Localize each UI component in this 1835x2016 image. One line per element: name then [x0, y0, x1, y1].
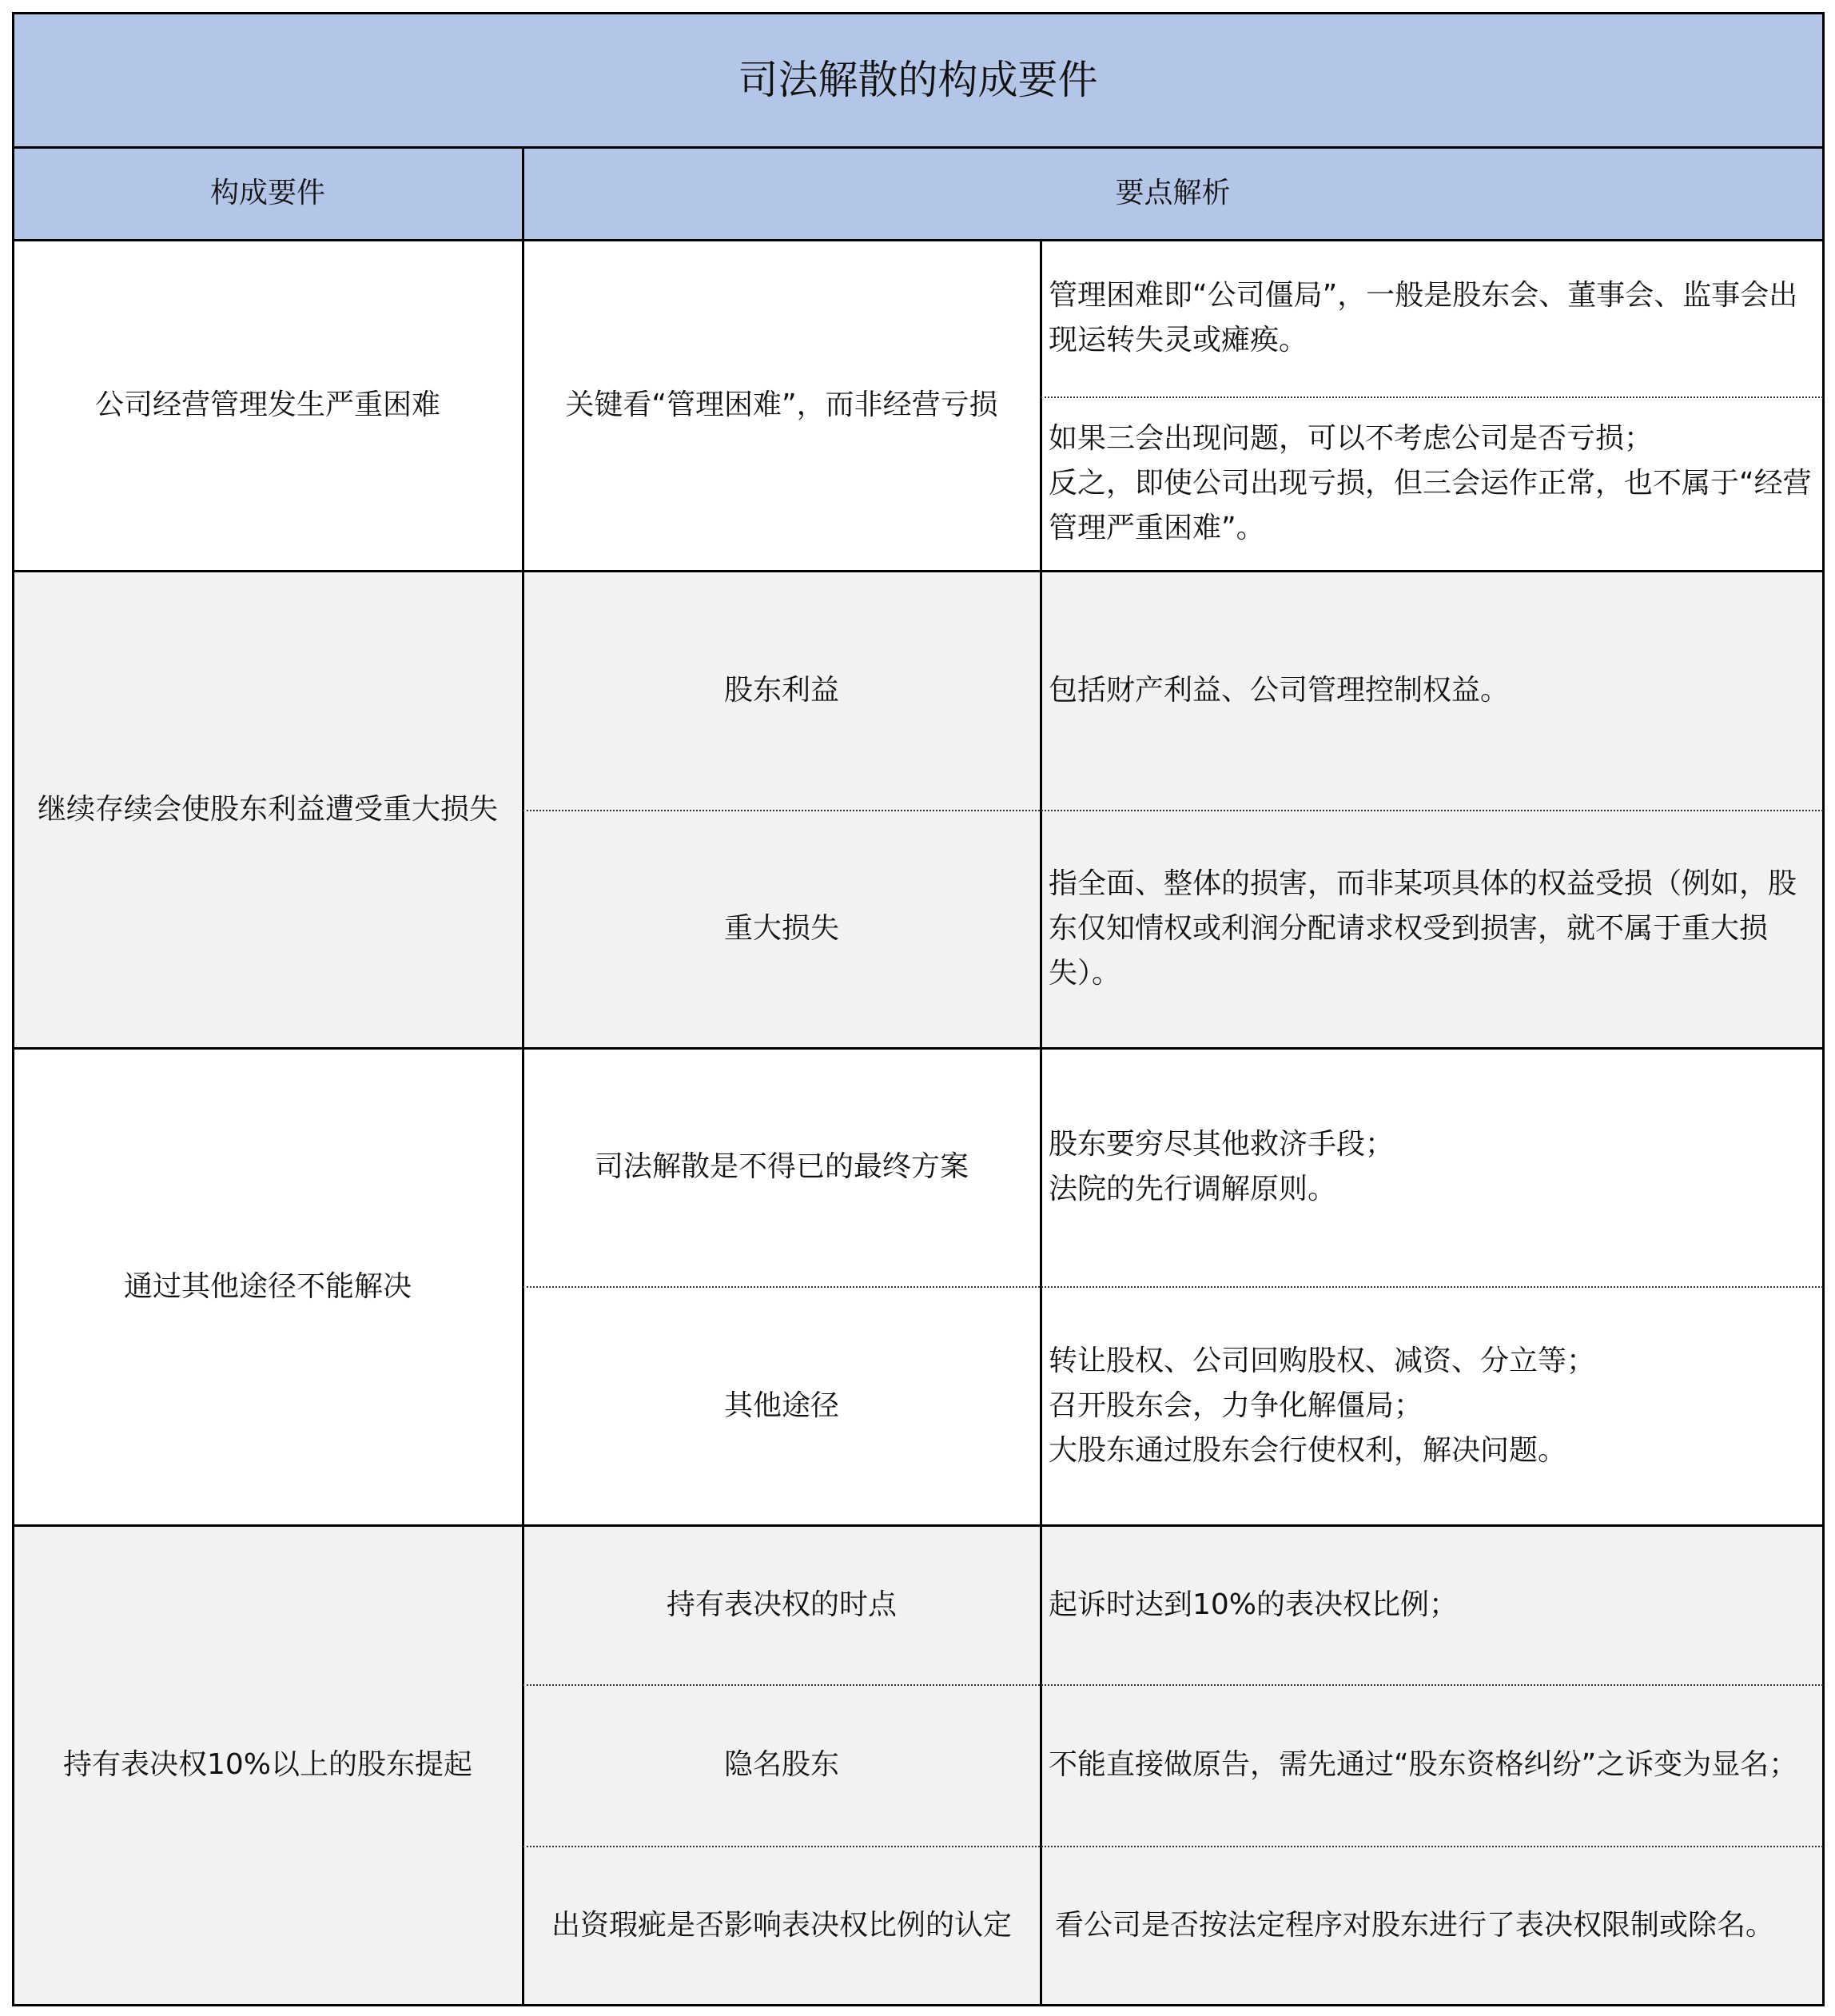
cell-text: 管理困难即“公司僵局”，一般是股东会、董事会、监事会出现运转失灵或瘫痪。: [1049, 279, 1798, 357]
table-cell-detail: [1041, 1684, 1823, 1846]
dotted-divider: [523, 810, 1823, 811]
table-row-requirement: [13, 1048, 523, 1525]
cell-text: 看公司是否按法定程序对股东进行了表决权限制或除名。: [1055, 1908, 1775, 1942]
cell-text: 起诉时达到10%的表决权比例；: [1049, 1588, 1459, 1621]
border: [522, 146, 524, 2006]
table-row-requirement: [13, 1525, 523, 2005]
border: [12, 12, 14, 2006]
header-analysis: [523, 147, 1823, 240]
dotted-divider: [1041, 396, 1823, 398]
table-row-requirement: [13, 240, 523, 571]
cell-text: 隐名股东: [723, 1748, 839, 1781]
table-cell-key: [523, 1525, 1041, 1684]
cell-text: 转让股权、公司回购股权、减资、分立等； 召开股东会，力争化解僵局； 大股东通过股东会行使权利，解决问题。: [1049, 1344, 1596, 1467]
cell-text: 出资瑕疵是否影响表决权比例的认定: [551, 1908, 1012, 1942]
title-text: 司法解散的构成要件: [738, 57, 1098, 103]
table-row-requirement: [13, 571, 523, 1048]
table-cell-key: [523, 571, 1041, 810]
border: [12, 146, 1825, 149]
cell-text: 股东要穷尽其他救济手段； 法院的先行调解原则。: [1049, 1128, 1395, 1205]
table-title: [13, 13, 1823, 147]
cell-text: 股东利益: [723, 673, 839, 707]
table-cell-detail: [1041, 1048, 1823, 1286]
border: [12, 1047, 1825, 1050]
cell-text: 司法解散是不得已的最终方案: [594, 1150, 969, 1183]
dotted-divider: [523, 1846, 1823, 1847]
cell-text: 继续存续会使股东利益遭受重大损失: [37, 792, 498, 826]
border: [12, 12, 1825, 14]
table-cell-key: [523, 1048, 1041, 1286]
dotted-divider: [523, 1286, 1823, 1288]
table-cell-detail: [1041, 1525, 1823, 1684]
cell-text: 包括财产利益、公司管理控制权益。: [1049, 673, 1510, 707]
table-cell-detail: [1041, 810, 1823, 1048]
border: [12, 1524, 1825, 1527]
table-cell-detail: [1041, 1846, 1823, 2005]
cell-text: 持有表决权10%以上的股东提起: [62, 1748, 473, 1781]
cell-text: 公司经营管理发生严重困难: [94, 388, 440, 421]
header-label: 构成要件: [209, 177, 325, 209]
cell-text: 重大损失: [723, 912, 839, 945]
header-requirement: [13, 147, 523, 240]
border: [12, 570, 1825, 572]
cell-text: 不能直接做原告，需先通过“股东资格纠纷”之诉变为显名；: [1049, 1748, 1798, 1781]
table-cell-detail: [1041, 396, 1823, 571]
border: [12, 239, 1825, 241]
cell-text: 指全面、整体的损害，而非某项具体的权益受损（例如，股东仅知情权或利润分配请求权受到损害，就不属于重大损失）。: [1049, 867, 1797, 990]
table-cell-key: [523, 1684, 1041, 1846]
table-cell-key: [523, 1846, 1041, 2005]
table-cell-detail: [1041, 571, 1823, 810]
table-cell-key: [523, 240, 1041, 571]
table-cell-key: [523, 1286, 1041, 1525]
border: [1822, 12, 1825, 2006]
cell-text: 关键看“管理困难”，而非经营亏损: [565, 388, 998, 421]
dotted-divider: [523, 1684, 1823, 1686]
table-cell-key: [523, 810, 1041, 1048]
cell-text: 如果三会出现问题，可以不考虑公司是否亏损； 反之，即使公司出现亏损，但三会运作正常，也不属于“经营管理严重困难”。: [1049, 422, 1812, 544]
header-label: 要点解析: [1115, 177, 1231, 209]
cell-text: 通过其他途径不能解决: [123, 1269, 412, 1303]
cell-text: 其他途径: [723, 1388, 839, 1422]
cell-text: 持有表决权的时点: [666, 1588, 897, 1621]
border: [12, 2004, 1825, 2006]
border: [1040, 239, 1042, 2006]
table-cell-detail: [1041, 1286, 1823, 1525]
table-cell-detail: [1041, 240, 1823, 396]
